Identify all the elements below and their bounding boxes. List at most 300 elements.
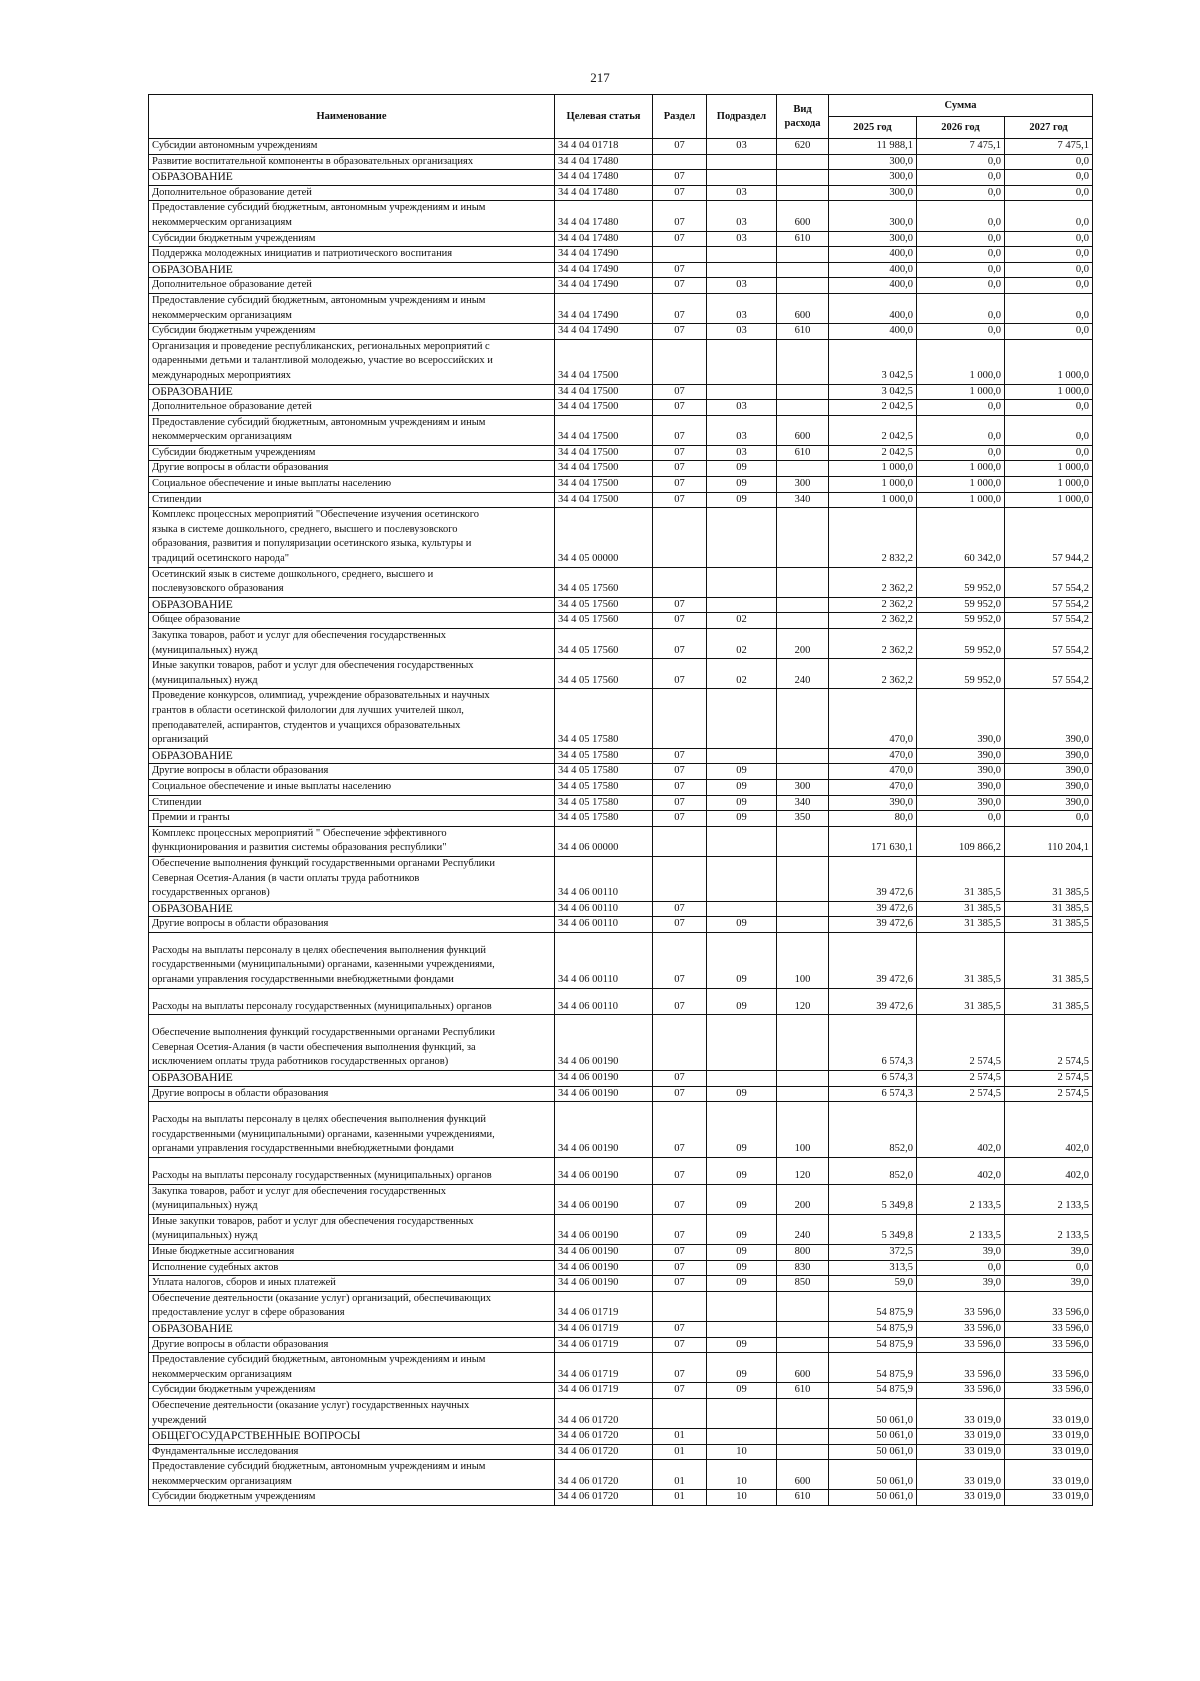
row-subsection: 09 [707,779,777,795]
row-target: 34 4 06 01720 [555,1444,653,1460]
row-target: 34 4 04 17480 [555,154,653,170]
row-sum-2026: 33 596,0 [917,1337,1005,1353]
table-row [149,185,1093,201]
row-subsection: 03 [707,139,777,155]
row-sum-2026: 33 596,0 [917,1291,1005,1321]
row-sum-2025: 1 000,0 [829,492,917,508]
row-sum-2027: 390,0 [1005,764,1093,780]
table-row [149,1353,1093,1383]
row-expense-type: 120 [777,988,829,1015]
row-name: Фундаментальные исследования [149,1444,555,1460]
row-subsection: 03 [707,293,777,323]
row-target: 34 4 04 17500 [555,477,653,493]
row-expense-type: 610 [777,445,829,461]
row-sum-2026: 0,0 [917,278,1005,294]
row-subsection [707,1015,777,1071]
row-sum-2026: 0,0 [917,811,1005,827]
row-name: Другие вопросы в области образования [149,1337,555,1353]
row-sum-2025: 39 472,6 [829,856,917,901]
header-section: Раздел [653,95,707,139]
row-subsection: 03 [707,324,777,340]
row-sum-2027: 1 000,0 [1005,339,1093,384]
row-target: 34 4 05 17560 [555,613,653,629]
row-sum-2025: 2 362,2 [829,613,917,629]
row-sum-2025: 300,0 [829,185,917,201]
row-expense-type [777,185,829,201]
row-sum-2027: 0,0 [1005,400,1093,416]
row-sum-2025: 300,0 [829,154,917,170]
row-name: Субсидии бюджетным учреждениям [149,324,555,340]
row-expense-type [777,247,829,263]
row-sum-2025: 50 061,0 [829,1490,917,1506]
table-row [149,1429,1093,1445]
row-name: ОБРАЗОВАНИЕ [149,1321,555,1337]
row-expense-type [777,901,829,917]
row-expense-type: 120 [777,1158,829,1185]
row-target: 34 4 04 17500 [555,492,653,508]
row-section: 07 [653,795,707,811]
row-sum-2026: 33 596,0 [917,1383,1005,1399]
row-sum-2027: 2 574,5 [1005,1086,1093,1102]
row-sum-2027: 0,0 [1005,445,1093,461]
row-section: 07 [653,262,707,278]
row-expense-type [777,597,829,613]
row-sum-2027: 2 574,5 [1005,1015,1093,1071]
row-sum-2026: 31 385,5 [917,932,1005,988]
table-row [149,1321,1093,1337]
header-expense-type: Вид расхода [777,95,829,139]
row-sum-2025: 6 574,3 [829,1086,917,1102]
row-section: 07 [653,901,707,917]
row-subsection: 09 [707,1158,777,1185]
row-sum-2026: 39,0 [917,1276,1005,1292]
row-expense-type: 830 [777,1260,829,1276]
row-subsection: 02 [707,659,777,689]
row-expense-type: 600 [777,1460,829,1490]
row-section [653,508,707,567]
row-subsection: 03 [707,400,777,416]
row-sum-2025: 5 349,8 [829,1214,917,1244]
row-section: 07 [653,139,707,155]
row-sum-2025: 54 875,9 [829,1383,917,1399]
row-target: 34 4 04 17500 [555,461,653,477]
row-name: Общее образование [149,613,555,629]
row-name: Расходы на выплаты персоналу в целях обеспечения выполнения функций государственными (муниципальными) органами, казенными учреждениями, органами управления государственными внебюджетными фондами [149,932,555,988]
row-expense-type [777,170,829,186]
table-row [149,917,1093,933]
table-row [149,1214,1093,1244]
row-section: 07 [653,445,707,461]
table-row [149,1460,1093,1490]
row-sum-2026: 0,0 [917,247,1005,263]
table-row [149,1158,1093,1185]
row-sum-2026: 33 596,0 [917,1353,1005,1383]
row-section: 07 [653,1071,707,1087]
row-subsection: 03 [707,201,777,231]
row-sum-2026: 2 133,5 [917,1184,1005,1214]
page-number: 217 [590,70,610,85]
row-sum-2026: 31 385,5 [917,856,1005,901]
row-target: 34 4 05 17560 [555,629,653,659]
row-target: 34 4 06 00190 [555,1184,653,1214]
row-name: Закупка товаров, работ и услуг для обеспечения государственных (муниципальных) нужд [149,1184,555,1214]
header-name: Наименование [149,95,555,139]
row-name: Другие вопросы в области образования [149,917,555,933]
row-target: 34 4 05 17580 [555,748,653,764]
row-subsection [707,856,777,901]
header-sum: Сумма [829,95,1093,117]
row-name: Дополнительное образование детей [149,278,555,294]
row-expense-type [777,154,829,170]
row-target: 34 4 05 17580 [555,811,653,827]
row-subsection: 09 [707,1184,777,1214]
row-target: 34 4 05 17560 [555,659,653,689]
row-section: 07 [653,231,707,247]
row-sum-2027: 1 000,0 [1005,477,1093,493]
table-row [149,1383,1093,1399]
table-row [149,629,1093,659]
row-target: 34 4 04 17500 [555,445,653,461]
table-row [149,988,1093,1015]
row-sum-2025: 2 362,2 [829,567,917,597]
row-name: Стипендии [149,795,555,811]
row-subsection: 09 [707,988,777,1015]
row-sum-2025: 2 362,2 [829,629,917,659]
row-section: 07 [653,932,707,988]
row-sum-2027: 390,0 [1005,795,1093,811]
row-section: 07 [653,988,707,1015]
row-sum-2026: 0,0 [917,324,1005,340]
row-section: 07 [653,415,707,445]
row-expense-type [777,917,829,933]
row-expense-type: 610 [777,231,829,247]
row-name: Субсидии бюджетным учреждениям [149,1383,555,1399]
row-subsection: 09 [707,477,777,493]
row-sum-2027: 7 475,1 [1005,139,1093,155]
row-sum-2027: 33 019,0 [1005,1429,1093,1445]
row-sum-2025: 50 061,0 [829,1460,917,1490]
row-subsection [707,170,777,186]
row-section: 01 [653,1444,707,1460]
row-sum-2027: 0,0 [1005,324,1093,340]
row-sum-2025: 2 042,5 [829,400,917,416]
row-sum-2026: 0,0 [917,170,1005,186]
row-sum-2027: 39,0 [1005,1276,1093,1292]
row-sum-2025: 39 472,6 [829,917,917,933]
row-subsection: 09 [707,492,777,508]
row-expense-type: 850 [777,1276,829,1292]
row-subsection [707,748,777,764]
row-name: ОБРАЗОВАНИЕ [149,901,555,917]
row-sum-2027: 390,0 [1005,748,1093,764]
row-expense-type: 620 [777,139,829,155]
header-subsection: Подраздел [707,95,777,139]
row-target: 34 4 04 17490 [555,262,653,278]
row-target: 34 4 04 17490 [555,278,653,294]
row-name: Дополнительное образование детей [149,185,555,201]
row-subsection [707,1071,777,1087]
row-subsection [707,1398,777,1428]
table-row [149,856,1093,901]
row-expense-type [777,278,829,294]
row-expense-type [777,1086,829,1102]
row-sum-2027: 2 133,5 [1005,1214,1093,1244]
row-sum-2025: 171 630,1 [829,826,917,856]
row-sum-2027: 57 554,2 [1005,659,1093,689]
row-expense-type [777,508,829,567]
row-target: 34 4 06 00110 [555,901,653,917]
row-target: 34 4 04 17480 [555,170,653,186]
table-row [149,901,1093,917]
row-sum-2026: 0,0 [917,1260,1005,1276]
table-row [149,1444,1093,1460]
row-sum-2026: 1 000,0 [917,461,1005,477]
row-sum-2025: 2 832,2 [829,508,917,567]
row-section: 07 [653,1214,707,1244]
row-sum-2025: 54 875,9 [829,1321,917,1337]
table-row [149,932,1093,988]
row-name: Обеспечение выполнения функций государственными органами Республики Северная Осетия-Алания (в части оплаты труда работников государственных органов) [149,856,555,901]
row-sum-2026: 31 385,5 [917,901,1005,917]
row-sum-2027: 2 574,5 [1005,1071,1093,1087]
table-row [149,795,1093,811]
row-sum-2025: 5 349,8 [829,1184,917,1214]
row-target: 34 4 06 01720 [555,1490,653,1506]
row-sum-2026: 0,0 [917,293,1005,323]
row-name: Исполнение судебных актов [149,1260,555,1276]
row-section: 07 [653,293,707,323]
row-sum-2026: 2 574,5 [917,1071,1005,1087]
table-row [149,1276,1093,1292]
row-target: 34 4 05 17580 [555,795,653,811]
row-section [653,339,707,384]
row-subsection: 09 [707,811,777,827]
row-expense-type: 800 [777,1244,829,1260]
row-sum-2026: 390,0 [917,795,1005,811]
row-target: 34 4 06 00110 [555,988,653,1015]
row-target: 34 4 04 17480 [555,231,653,247]
row-expense-type [777,461,829,477]
row-sum-2025: 50 061,0 [829,1429,917,1445]
table-body [149,139,1093,1506]
row-subsection: 09 [707,932,777,988]
row-sum-2025: 470,0 [829,748,917,764]
row-section: 07 [653,324,707,340]
row-sum-2026: 2 133,5 [917,1214,1005,1244]
row-section: 07 [653,811,707,827]
row-expense-type: 340 [777,492,829,508]
row-sum-2026: 33 019,0 [917,1429,1005,1445]
row-sum-2027: 31 385,5 [1005,901,1093,917]
row-expense-type [777,856,829,901]
row-name: Другие вопросы в области образования [149,461,555,477]
row-subsection [707,826,777,856]
row-section: 01 [653,1429,707,1445]
row-name: Уплата налогов, сборов и иных платежей [149,1276,555,1292]
row-expense-type: 200 [777,1184,829,1214]
row-sum-2025: 3 042,5 [829,339,917,384]
row-sum-2027: 31 385,5 [1005,856,1093,901]
row-expense-type: 100 [777,1102,829,1158]
row-section: 01 [653,1490,707,1506]
row-sum-2025: 54 875,9 [829,1353,917,1383]
row-section: 07 [653,779,707,795]
row-sum-2026: 0,0 [917,445,1005,461]
row-section [653,826,707,856]
row-name: Закупка товаров, работ и услуг для обеспечения государственных (муниципальных) нужд [149,629,555,659]
row-section: 07 [653,461,707,477]
row-sum-2027: 33 596,0 [1005,1321,1093,1337]
row-sum-2027: 57 554,2 [1005,629,1093,659]
row-sum-2025: 2 042,5 [829,415,917,445]
row-name: ОБРАЗОВАНИЕ [149,748,555,764]
row-sum-2027: 0,0 [1005,247,1093,263]
row-sum-2025: 50 061,0 [829,1444,917,1460]
header-2026: 2026 год [917,117,1005,139]
row-subsection: 03 [707,415,777,445]
row-target: 34 4 06 00190 [555,1244,653,1260]
row-sum-2027: 0,0 [1005,811,1093,827]
row-sum-2025: 390,0 [829,795,917,811]
row-sum-2025: 852,0 [829,1158,917,1185]
row-sum-2026: 31 385,5 [917,988,1005,1015]
table-row [149,247,1093,263]
header-2025: 2025 год [829,117,917,139]
row-sum-2026: 2 574,5 [917,1015,1005,1071]
table-row [149,1015,1093,1071]
row-expense-type: 600 [777,415,829,445]
row-name: Социальное обеспечение и иные выплаты населению [149,477,555,493]
row-sum-2026: 33 019,0 [917,1460,1005,1490]
row-target: 34 4 04 01718 [555,139,653,155]
row-target: 34 4 06 01719 [555,1321,653,1337]
row-expense-type [777,262,829,278]
row-sum-2025: 1 000,0 [829,461,917,477]
row-subsection [707,901,777,917]
row-sum-2025: 300,0 [829,170,917,186]
row-name: Иные закупки товаров, работ и услуг для обеспечения государственных (муниципальных) нужд [149,659,555,689]
row-name: Развитие воспитательной компоненты в образовательных организациях [149,154,555,170]
row-name: Обеспечение выполнения функций государственными органами Республики Северная Осетия-Алания (в части обеспечения выполнения функций, за исключением оплаты труда работников государственных органов) [149,1015,555,1071]
row-target: 34 4 06 01719 [555,1353,653,1383]
row-sum-2027: 57 554,2 [1005,597,1093,613]
row-sum-2026: 59 952,0 [917,629,1005,659]
row-section: 07 [653,629,707,659]
row-name: Предоставление субсидий бюджетным, автономным учреждениям и иным некоммерческим организациям [149,293,555,323]
row-sum-2026: 33 596,0 [917,1321,1005,1337]
row-name: Предоставление субсидий бюджетным, автономным учреждениям и иным некоммерческим организациям [149,201,555,231]
table-row [149,170,1093,186]
row-sum-2025: 470,0 [829,764,917,780]
row-sum-2025: 852,0 [829,1102,917,1158]
row-sum-2025: 400,0 [829,278,917,294]
row-sum-2027: 33 019,0 [1005,1460,1093,1490]
row-name: Расходы на выплаты персоналу в целях обеспечения выполнения функций государственными (муниципальными) органами, казенными учреждениями, органами управления государственными внебюджетными фондами [149,1102,555,1158]
table-header [149,95,1093,139]
table-row [149,384,1093,400]
row-section [653,1015,707,1071]
row-sum-2026: 59 952,0 [917,613,1005,629]
row-section: 07 [653,185,707,201]
row-subsection [707,597,777,613]
row-expense-type: 300 [777,779,829,795]
table-row [149,689,1093,748]
row-expense-type [777,826,829,856]
table-row [149,445,1093,461]
row-sum-2026: 33 019,0 [917,1398,1005,1428]
row-target: 34 4 05 00000 [555,508,653,567]
table-row [149,339,1093,384]
row-subsection: 03 [707,278,777,294]
table-row [149,613,1093,629]
row-section: 01 [653,1460,707,1490]
row-name: Проведение конкурсов, олимпиад, учреждение образовательных и научных грантов в области осетинской филологии для лучших учителей школ, преподавателей, аспирантов, студентов и учащихся образовательных организаций [149,689,555,748]
row-subsection [707,567,777,597]
row-name: ОБРАЗОВАНИЕ [149,170,555,186]
row-section: 07 [653,278,707,294]
row-sum-2027: 1 000,0 [1005,384,1093,400]
row-sum-2027: 390,0 [1005,779,1093,795]
row-subsection: 10 [707,1444,777,1460]
row-section [653,1291,707,1321]
table-row [149,262,1093,278]
row-target: 34 4 05 17560 [555,597,653,613]
row-section [653,689,707,748]
row-sum-2025: 300,0 [829,201,917,231]
row-expense-type [777,1444,829,1460]
row-expense-type [777,748,829,764]
row-target: 34 4 04 17500 [555,384,653,400]
row-name: ОБРАЗОВАНИЕ [149,262,555,278]
row-sum-2027: 33 019,0 [1005,1490,1093,1506]
row-sum-2025: 6 574,3 [829,1015,917,1071]
row-sum-2025: 400,0 [829,324,917,340]
row-sum-2026: 109 866,2 [917,826,1005,856]
row-target: 34 4 06 01720 [555,1398,653,1428]
row-section [653,247,707,263]
row-subsection: 09 [707,1214,777,1244]
row-sum-2026: 390,0 [917,748,1005,764]
budget-table [148,94,1093,1506]
table-row [149,293,1093,323]
row-name: Осетинский язык в системе дошкольного, среднего, высшего и послевузовского образования [149,567,555,597]
row-section [653,567,707,597]
row-name: ОБРАЗОВАНИЕ [149,384,555,400]
row-sum-2025: 470,0 [829,779,917,795]
row-sum-2026: 60 342,0 [917,508,1005,567]
row-sum-2027: 33 596,0 [1005,1291,1093,1321]
row-sum-2027: 57 554,2 [1005,567,1093,597]
row-expense-type [777,1071,829,1087]
row-target: 34 4 06 00190 [555,1276,653,1292]
row-sum-2027: 0,0 [1005,262,1093,278]
row-sum-2025: 313,5 [829,1260,917,1276]
row-sum-2027: 0,0 [1005,293,1093,323]
row-sum-2027: 57 944,2 [1005,508,1093,567]
row-subsection [707,154,777,170]
row-subsection [707,1429,777,1445]
row-section: 07 [653,917,707,933]
row-sum-2027: 33 596,0 [1005,1353,1093,1383]
row-expense-type: 300 [777,477,829,493]
row-sum-2026: 390,0 [917,779,1005,795]
table-row [149,139,1093,155]
row-expense-type: 240 [777,1214,829,1244]
row-sum-2026: 59 952,0 [917,659,1005,689]
row-expense-type: 600 [777,1353,829,1383]
row-subsection: 09 [707,1102,777,1158]
row-name: Субсидии автономным учреждениям [149,139,555,155]
